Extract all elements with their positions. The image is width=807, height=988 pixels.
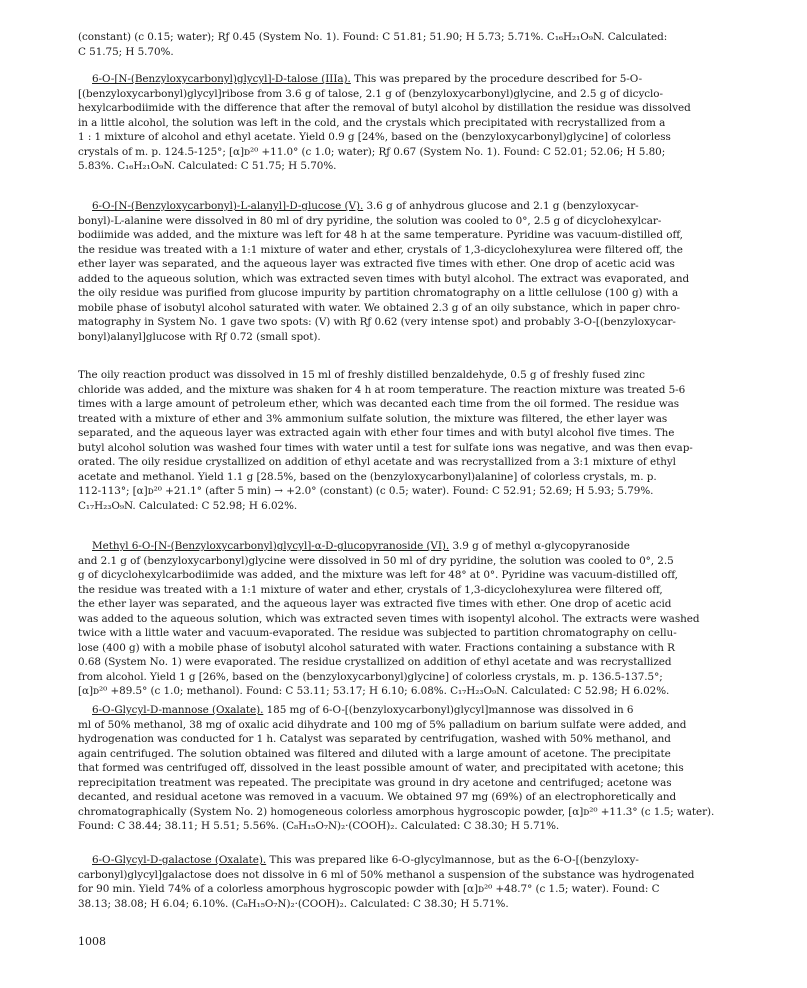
text-line: mobile phase of isobutyl alcohol saturated with water. We obtained 2.3 g of an oily substance, which in paper chro- bbox=[78, 301, 680, 314]
text-line: bonyl)alanyl]glucose with Rƒ 0.72 (small spot). bbox=[78, 330, 321, 343]
page-number: 1008 bbox=[78, 935, 106, 948]
compound-heading: 6-O-Glycyl-D-mannose (Oxalate). bbox=[92, 704, 264, 716]
text-line: 3.9 g of methyl α-glycopyranoside bbox=[449, 540, 630, 552]
text-line: Found: C 38.44; 38.11; H 5.51; 5.56%. (C₈H₁₅O₇N)₂·(COOH)₂. Calculated: C 38.30; H 5.71%. bbox=[78, 820, 560, 832]
text-line: times with a large amount of petroleum ether, which was decanted each time from the oil formed. The residue was bbox=[78, 398, 680, 410]
paragraph-continuation bbox=[78, 30, 794, 59]
paragraph-alanyl-glucose bbox=[78, 199, 794, 344]
paragraph-glycyl-galactose bbox=[78, 853, 794, 911]
text-line: added to the aqueous solution, which was extracted seven times with butyl alcohol. The extract was evaporated, and bbox=[78, 272, 690, 285]
text-line: the residue was treated with a 1:1 mixture of water and ether, crystals of 1,3-dicyclohexylurea were filtered off, bbox=[78, 583, 663, 596]
text-line: g of dicyclohexylcarbodiimide was added, and the mixture was left for 48° at 0°. Pyridine was vacuum-distilled off, bbox=[78, 569, 678, 581]
text-line: 38.13; 38.08; H 6.04; 6.10%. (C₈H₁₅O₇N)₂·(COOH)₂. Calculated: C 38.30; H 5.71%. bbox=[78, 897, 509, 910]
compound-heading: 6-O-[N-(Benzyloxycarbonyl)glycyl]-D-talose (IIIa). bbox=[92, 73, 351, 85]
text-line: The oily reaction product was dissolved in 15 ml of freshly distilled benzaldehyde, 0.5 g of freshly fused zinc bbox=[78, 369, 645, 381]
compound-heading: 6-O-Glycyl-D-galactose (Oxalate). bbox=[92, 854, 267, 866]
text-line: chloride was added, and the mixture was shaken for 4 h at room temperature. The reaction mixture was treated 5-6 bbox=[78, 383, 686, 396]
text-line: separated, and the aqueous layer was extracted again with ether four times and with butyl alcohol five times. The bbox=[78, 427, 675, 439]
compound-heading: Methyl 6-O-[N-(Benzyloxycarbonyl)glycyl]-α-D-glucopyranoside (VI). bbox=[92, 540, 450, 552]
text-line: 185 mg of 6-O-[(benzyloxycarbonyl)glycyl]mannose was dissolved in 6 bbox=[263, 704, 634, 716]
text-line: from alcohol. Yield 1 g [26%, based on the (benzyloxycarbonyl)glycine] of colorless crystals, m. p. 136.5-137.5°; bbox=[78, 670, 663, 683]
paragraph-glycyl-mannose bbox=[78, 703, 794, 834]
text-line: hydrogenation was conducted for 1 h. Catalyst was separated by centrifugation, washed with 50% methanol, and bbox=[78, 733, 671, 745]
text-line: C 51.75; H 5.70%. bbox=[78, 45, 174, 58]
text-line: treated with a mixture of ether and 3% ammonium sulfate solution, the mixture was filtered, the ether layer was bbox=[78, 412, 668, 425]
text-line: carbonyl)glycyl]galactose does not dissolve in 6 ml of 50% methanol a suspension of the substance was hydrogenated bbox=[78, 868, 695, 881]
text-line: ether layer was separated, and the aqueous layer was extracted five times with ether. One drop of acetic acid was bbox=[78, 258, 675, 270]
text-line: This was prepared like 6-O-glycylmannose, but as the 6-O-[(benzyloxy- bbox=[266, 854, 639, 866]
text-line: 1 : 1 mixture of alcohol and ethyl acetate. Yield 0.9 g [24%, based on the (benzyloxycarbonyl)glycine] of colorless bbox=[78, 131, 671, 143]
text-line: matography in System No. 1 gave two spots: (V) with Rƒ 0.62 (very intense spot) and probably 3-O-[(benzyloxycar- bbox=[78, 316, 676, 328]
compound-heading: 6-O-[N-(Benzyloxycarbonyl)-L-alanyl]-D-glucose (V). bbox=[92, 200, 364, 212]
text-line: crystals of m. p. 124.5-125°; [α]ᴅ²⁰ +11.0° (c 1.0; water); Rƒ 0.67 (System No. 1). Found: C 52.01; 52.06; H 5.80; bbox=[78, 145, 666, 158]
text-line: lose (400 g) with a mobile phase of isobutyl alcohol saturated with water. Fractions containing a substance with R bbox=[78, 641, 675, 654]
text-line: bonyl)-L-alanine were dissolved in 80 ml of dry pyridine, the solution was cooled to 0°, 2.5 g of dicyclohexylcar- bbox=[78, 214, 662, 227]
text-line: (constant) (c 0.15; water); Rƒ 0.45 (System No. 1). Found: C 51.81; 51.90; H 5.73; 5.71%. C₁₆H₂₁O₉N. Calculated: bbox=[78, 31, 668, 43]
text-line: the oily residue was purified from glucose impurity by partition chromatography on a little cellulose (100 g) with a bbox=[78, 287, 679, 299]
text-line: butyl alcohol solution was washed four times with water until a test for sulfate ions was negative, and was then evap- bbox=[78, 441, 693, 454]
text-line: was added to the aqueous solution, which was extracted seven times with isopentyl alcohol. The extracts were washed bbox=[78, 612, 700, 625]
text-line: twice with a little water and vacuum-evaporated. The residue was subjected to partition chromatography on cellu- bbox=[78, 627, 677, 639]
text-line: [α]ᴅ²⁰ +89.5° (c 1.0; methanol). Found: C 53.11; 53.17; H 6.10; 6.08%. C₁₇H₂₃O₉N. Calculated: C 52.98; H 6.02%. bbox=[78, 685, 670, 697]
text-line: [(benzyloxycarbonyl)glycyl]ribose from 3.6 g of talose, 2.1 g of (benzyloxycarbonyl)glycine, and 2.5 g of dicyclo- bbox=[78, 87, 663, 100]
text-line: 0.68 (System No. 1) were evaporated. The residue crystallized on addition of ethyl acetate and was recrystallized bbox=[78, 656, 672, 668]
text-line: bodiimide was added, and the mixture was left for 48 h at the same temperature. Pyridine was vacuum-distilled off, bbox=[78, 229, 683, 241]
text-line: the residue was treated with a 1:1 mixture of water and ether, crystals of 1,3-dicyclohexylurea were filtered off, the bbox=[78, 243, 683, 256]
text-line: and 2.1 g of (benzyloxycarbonyl)glycine were dissolved in 50 ml of dry pyridine, the solution was cooled to 0°, 2.5 bbox=[78, 554, 674, 567]
text-line: hexylcarbodiimide with the difference that after the removal of butyl alcohol by distillation the residue was dissolved bbox=[78, 102, 691, 114]
text-line: This was prepared by the procedure described for 5-O- bbox=[350, 73, 643, 85]
text-line: chromatographically (System No. 2) homogeneous colorless amorphous hygroscopic powder, [α]ᴅ²⁰ +11.3° (c 1.5; water). bbox=[78, 805, 715, 818]
text-line: ml of 50% methanol, 38 mg of oxalic acid dihydrate and 100 mg of 5% palladium on barium sulfate were added, and bbox=[78, 718, 687, 731]
text-line: in a little alcohol, the solution was left in the cold, and the crystals which precipitated with recrystallized from a bbox=[78, 116, 666, 129]
paragraph-talose bbox=[78, 72, 794, 174]
text-line: that formed was centrifuged off, dissolved in the least possible amount of water, and precipitated with acetone; this bbox=[78, 762, 684, 774]
text-line: decanted, and residual acetone was removed in a vacuum. We obtained 97 mg (69%) of an electrophoretically and bbox=[78, 791, 677, 803]
paragraph-methyl-glucopyranoside bbox=[78, 539, 794, 699]
text-line: reprecipitation treatment was repeated. The precipitate was ground in dry acetone and centrifuged; acetone was bbox=[78, 776, 672, 789]
text-line: 5.83%. C₁₆H₂₁O₉N. Calculated: C 51.75; H 5.70%. bbox=[78, 160, 337, 172]
text-line: the ether layer was separated, and the aqueous layer was extracted five times with ether. One drop of acetic acid bbox=[78, 598, 672, 610]
text-line: orated. The oily residue crystallized on addition of ethyl acetate and was recrystallized from a 3:1 mixture of ethyl bbox=[78, 456, 676, 468]
text-line: C₁₇H₂₃O₉N. Calculated: C 52.98; H 6.02%. bbox=[78, 499, 298, 512]
text-line: for 90 min. Yield 74% of a colorless amorphous hygroscopic powder with [α]ᴅ²⁰ +48.7° (c 1.5; water). Found: C bbox=[78, 883, 660, 895]
paragraph-benzylidene bbox=[78, 368, 794, 513]
text-line: 3.6 g of anhydrous glucose and 2.1 g (benzyloxycar- bbox=[363, 200, 639, 212]
text-line: again centrifuged. The solution obtained was filtered and diluted with a large amount of acetone. The precipitate bbox=[78, 747, 671, 760]
text-line: acetate and methanol. Yield 1.1 g [28.5%, based on the (benzyloxycarbonyl)alanine] of colorless crystals, m. p. bbox=[78, 470, 657, 483]
text-line: 112-113°; [α]ᴅ²⁰ +21.1° (after 5 min) → +2.0° (constant) (c 0.5; water). Found: C 52.91; 52.69; H 5.93; 5.79%. bbox=[78, 485, 654, 497]
